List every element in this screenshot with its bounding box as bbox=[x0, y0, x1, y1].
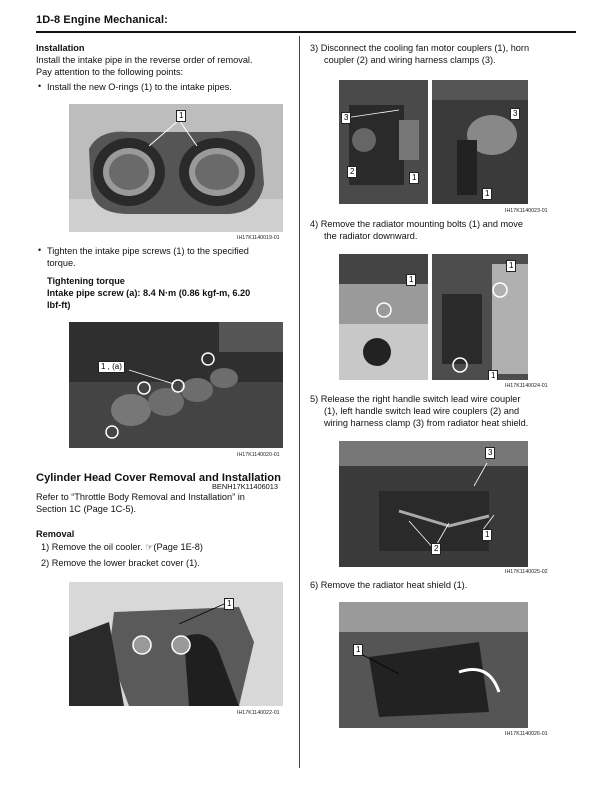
step-4-line2: the radiator downward. bbox=[324, 231, 418, 241]
removal-heading: Removal bbox=[36, 529, 75, 539]
bullet-screws-line1: Tighten the intake pipe screws (1) to the specified bbox=[47, 246, 249, 256]
bracket-cover-illustration bbox=[69, 582, 283, 706]
callout-label: 1 , (a) bbox=[98, 361, 125, 373]
callout-label: 1 bbox=[353, 644, 363, 656]
radiator-left-illustration bbox=[339, 254, 428, 380]
torque-spec-line2: lbf-ft) bbox=[47, 300, 71, 310]
figure-heat-shield-photo bbox=[339, 602, 528, 728]
figure-id: IH17K1140020-01 bbox=[237, 452, 280, 458]
torque-heading: Tightening torque bbox=[47, 276, 125, 286]
callout-label: 1 bbox=[506, 260, 516, 272]
installation-heading: Installation bbox=[36, 43, 85, 53]
figure-id: IH17K1140024-01 bbox=[505, 383, 548, 389]
callout-label: 1 bbox=[409, 172, 419, 184]
step-3-line2: coupler (2) and wiring harness clamps (3). bbox=[324, 55, 496, 65]
couplers-left-illustration bbox=[339, 80, 428, 204]
figure-heat-shield-wiring-photo bbox=[339, 441, 528, 567]
callout-label: 3 bbox=[510, 108, 520, 120]
callout-label: 1 bbox=[482, 188, 492, 200]
install-text-line1: Install the intake pipe in the reverse order of removal. bbox=[36, 55, 253, 65]
figure-bracket-cover-photo bbox=[69, 582, 283, 706]
callout-label: 1 bbox=[176, 110, 186, 122]
figure-couplers-right-photo bbox=[432, 80, 528, 204]
step-5-line3: wiring harness clamp (3) from radiator heat shield. bbox=[324, 418, 529, 428]
callout-label: 2 bbox=[347, 166, 357, 178]
figure-intake-pipes-photo bbox=[69, 322, 283, 448]
figure-id: IH17K1140026-01 bbox=[505, 731, 548, 737]
bullet-marker: • bbox=[38, 245, 42, 255]
bullet-oring: Install the new O-rings (1) to the intake pipes. bbox=[47, 82, 232, 92]
figure-id: IH17K1140023-01 bbox=[505, 208, 548, 214]
figure-couplers-left-photo bbox=[339, 80, 428, 204]
step-5-line2: (1), left handle switch lead wire couplers (2) and bbox=[324, 406, 520, 416]
page-header: 1D-8 Engine Mechanical: bbox=[36, 14, 168, 26]
step-5-line1: 5) Release the right handle switch lead wire coupler bbox=[310, 394, 521, 404]
callout-label: 1 bbox=[406, 274, 416, 286]
section-heading: Cylinder Head Cover Removal and Installation bbox=[36, 472, 281, 484]
step-3-line1: 3) Disconnect the cooling fan motor couplers (1), horn bbox=[310, 43, 530, 53]
callout-label: 1 bbox=[488, 370, 498, 380]
couplers-right-illustration bbox=[432, 80, 528, 204]
intake-pipes-illustration bbox=[69, 322, 283, 448]
bullet-screws-line2: torque. bbox=[47, 258, 76, 268]
figure-id: IH17K1140022-01 bbox=[237, 710, 280, 716]
heat-shield-illustration bbox=[339, 602, 528, 728]
callout-label: 2 bbox=[431, 543, 441, 555]
orings-illustration bbox=[69, 104, 283, 232]
figure-id: IH17K1140019-01 bbox=[237, 235, 280, 241]
figure-radiator-right-photo bbox=[432, 254, 528, 380]
header-rule bbox=[36, 31, 576, 33]
removal-step-2: 2) Remove the lower bracket cover (1). bbox=[41, 558, 200, 568]
callout-label: 3 bbox=[485, 447, 495, 459]
callout-label: 1 bbox=[224, 598, 234, 610]
callout-label: 3 bbox=[341, 112, 351, 124]
callout-label: 1 bbox=[482, 529, 492, 541]
removal-step-1: 1) Remove the oil cooler. ☞(Page 1E-8) bbox=[41, 542, 203, 552]
torque-spec-line1: Intake pipe screw (a): 8.4 N·m (0.86 kgf-m, 6.20 bbox=[47, 288, 251, 298]
install-text-line2: Pay attention to the following points: bbox=[36, 67, 184, 77]
column-divider bbox=[299, 36, 300, 768]
step-4-line1: 4) Remove the radiator mounting bolts (1) and move bbox=[310, 219, 523, 229]
refer-line1: Refer to “Throttle Body Removal and Installation” in bbox=[36, 492, 245, 502]
refer-line2: Section 1C (Page 1C-5). bbox=[36, 504, 137, 514]
radiator-right-illustration bbox=[432, 254, 528, 380]
step-6: 6) Remove the radiator heat shield (1). bbox=[310, 580, 468, 590]
section-code: BENH17K11406013 bbox=[212, 482, 279, 491]
bullet-marker: • bbox=[38, 81, 42, 91]
figure-id: IH17K1140025-02 bbox=[505, 569, 548, 575]
figure-radiator-left-photo bbox=[339, 254, 428, 380]
figure-orings-photo bbox=[69, 104, 283, 232]
